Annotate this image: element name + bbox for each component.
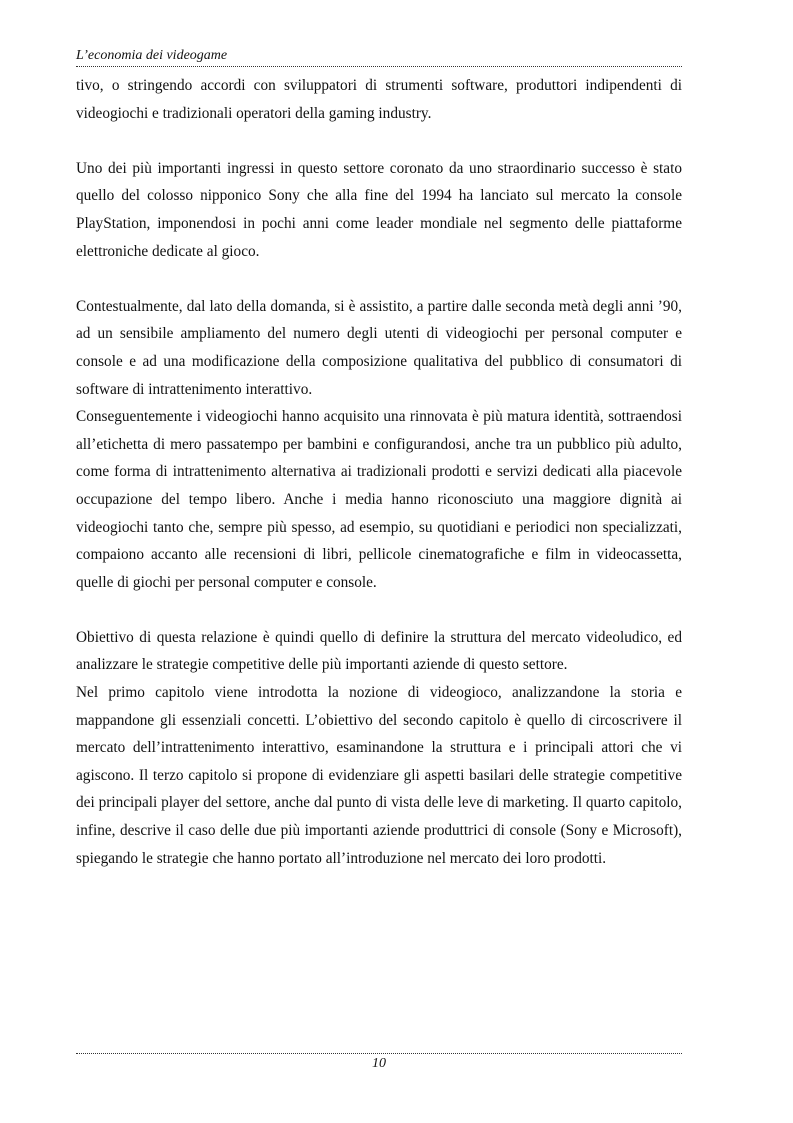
paragraph-continuation: tivo, o stringendo accordi con sviluppatori di strumenti software, produttori indipendenti di videogiochi e tradizionali operatori della gaming industry. xyxy=(76,77,682,122)
paragraph-maturity: Conseguentemente i videogiochi hanno acquisito una rinnovata è più matura identità, sottraendosi all’etichetta di mero passatempo per bambini e configurandosi, anche tra un pubblico più adulto, come forma di intrattenimento alternativa ai tradizionali prodotti e servizi dedicati alla piacevole occupazione del tempo libero. Anche i media hanno riconosciuto una maggiore dignità ai videogiochi tanto che, sempre più spesso, ad esempio, su quotidiani e periodici non specializzati, compaiono accanto alle recensioni di libri, pellicole cinematografiche e film in videocassetta, quelle di giochi per personal computer e console. xyxy=(76,408,682,591)
paragraph-objective: Obiettivo di questa relazione è quindi quello di definire la struttura del mercato videoludico, ed analizzare le strategie competitive delle più importanti aziende di questo settore. xyxy=(76,628,682,674)
paragraph-demand-side: Contestualmente, dal lato della domanda, si è assistito, a partire dalle seconda metà degli anni ’90, ad un sensibile ampliamento del numero degli utenti di videogiochi per personal computer e console e ad una modificazione della composizione qualitativa del pubblico di consumatori di software di intrattenimento interattivo. xyxy=(76,297,682,398)
paragraph-sony-entry: Uno dei più importanti ingressi in questo settore coronato da uno straordinario successo è stato quello del colosso nipponico Sony che alla fine del 1994 ha lanciato sul mercato la console PlayStation, imponendosi in pochi anni come leader mondiale nel segmento delle piattaforme elettroniche dedicate al gioco. xyxy=(76,159,682,260)
body-text xyxy=(76,72,682,872)
document-page xyxy=(76,0,682,1123)
footer-divider xyxy=(76,1053,682,1054)
page-number: 10 xyxy=(372,1056,386,1071)
paragraph-chapter-outline: Nel primo capitolo viene introdotta la nozione di videogioco, analizzandone la storia e mappandone gli essenziali concetti. L’obiettivo del secondo capitolo è quello di circoscrivere il mercato dell’intrattenimento interattivo, esaminandone la struttura e i principali attori che vi agiscono. Il terzo capitolo si propone di evidenziare gli aspetti basilari delle strategie competitive dei principali player del settore, anche dal punto di vista delle leve di marketing. Il quarto capitolo, infine, descrive il caso delle due più importanti aziende produttrici di console (Sony e Microsoft), spiegando le strategie che hanno portato all’introduzione nel mercato dei loro prodotti. xyxy=(76,684,682,867)
running-header-title: L’economia dei videogame xyxy=(76,47,682,67)
